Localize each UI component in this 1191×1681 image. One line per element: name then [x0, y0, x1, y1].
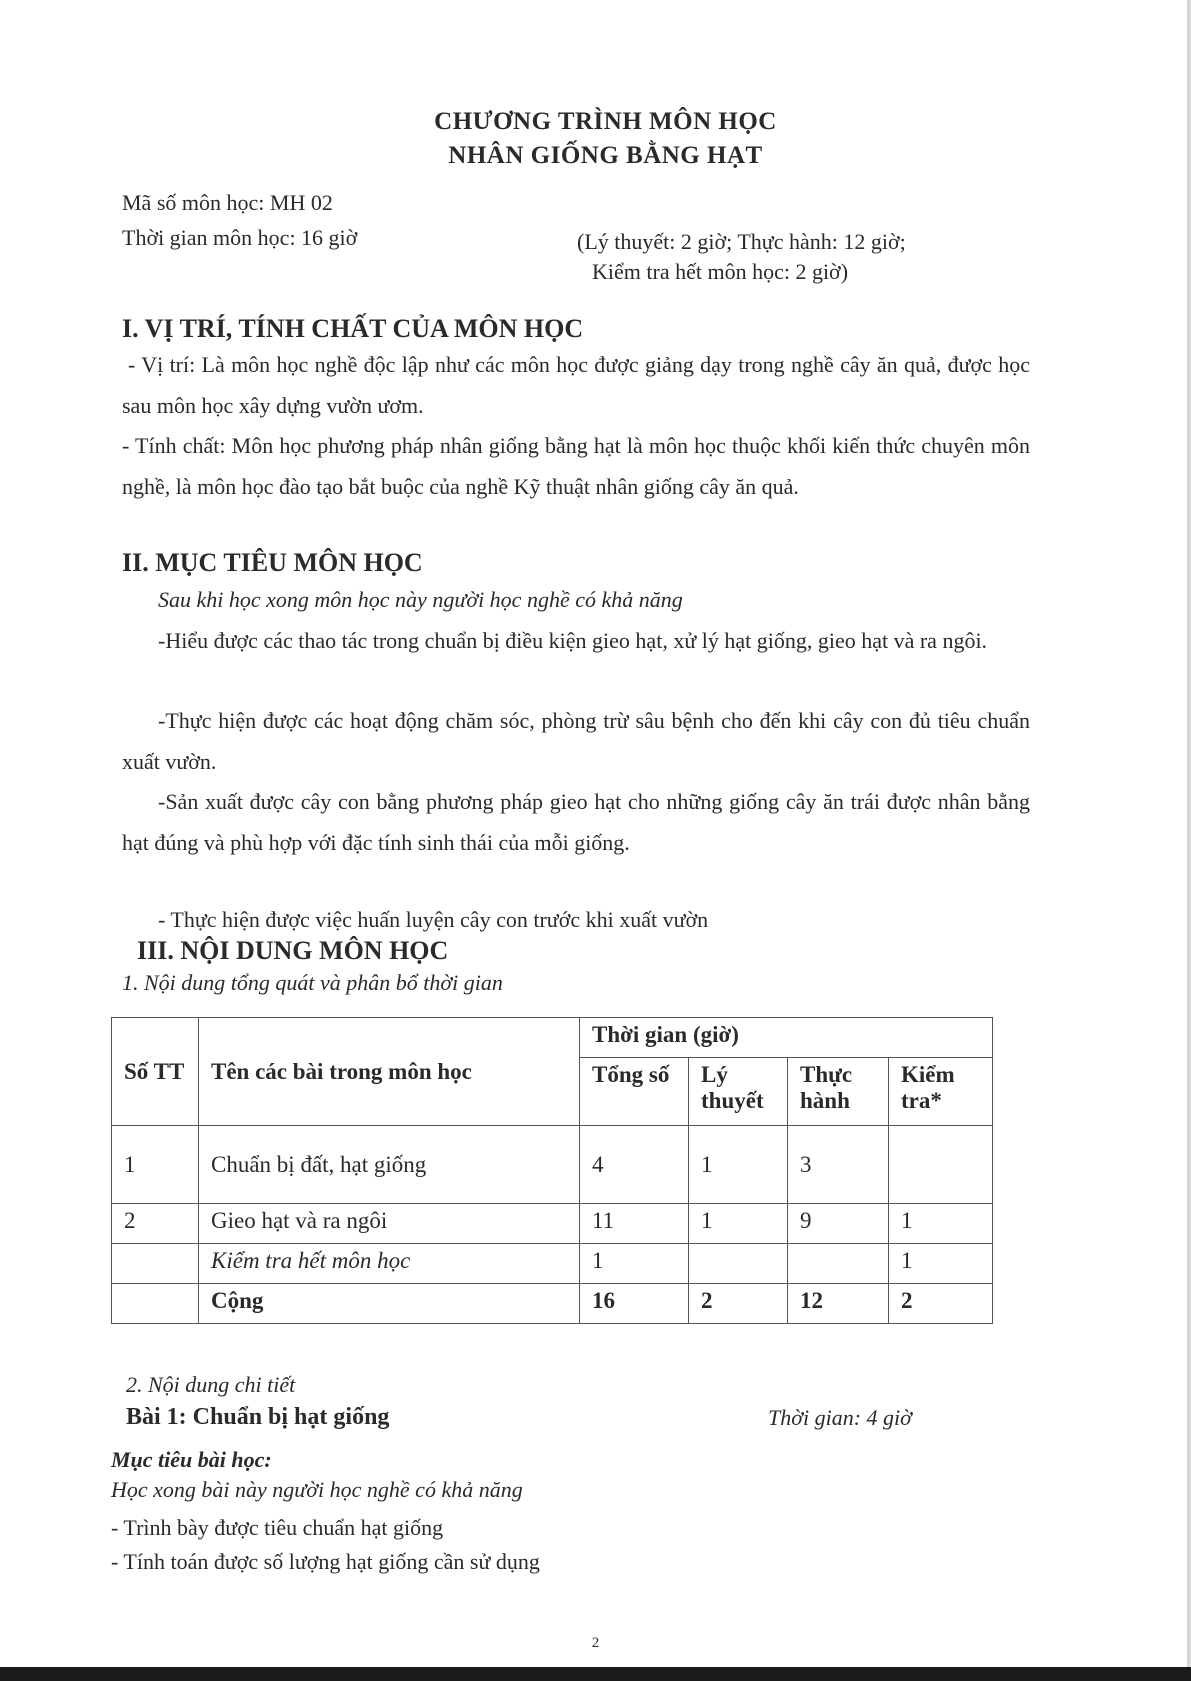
section-1-position: - Vị trí: Là môn học nghề độc lập như các môn học được giảng dạy trong nghề cây ăn quả, được học sau môn học xây dựng vườn ươm. — [122, 352, 1030, 418]
cell-total: 16 — [580, 1284, 689, 1324]
cell-practice: 12 — [788, 1284, 889, 1324]
table-row-total — [112, 1284, 993, 1324]
cell-test — [889, 1126, 993, 1204]
cell-theory: 1 — [689, 1126, 788, 1204]
section-1-heading: I. VỊ TRÍ, TÍNH CHẤT CỦA MÔN HỌC — [122, 314, 584, 343]
cell-no: 2 — [112, 1204, 199, 1244]
scan-edge — [1187, 0, 1191, 1681]
cell-theory: 1 — [689, 1204, 788, 1244]
cell-total: 4 — [580, 1126, 689, 1204]
cell-no — [112, 1284, 199, 1324]
cell-name: Cộng — [199, 1284, 580, 1324]
cell-practice: 3 — [788, 1126, 889, 1204]
section-2-heading: II. MỤC TIÊU MÔN HỌC — [122, 548, 423, 577]
cell-theory — [689, 1244, 788, 1284]
cell-total: 11 — [580, 1204, 689, 1244]
section-2-intro: Sau khi học xong môn học này người học nghề có khả năng — [158, 587, 683, 612]
header-theory: Lý thuyết — [689, 1058, 788, 1126]
cell-practice — [788, 1244, 889, 1284]
cell-test: 2 — [889, 1284, 993, 1324]
goal-1: -Hiểu được các thao tác trong chuẩn bị điều kiện gieo hạt, xử lý hạt giống, gieo hạt và ra ngôi. — [158, 628, 988, 653]
header-total: Tổng số — [580, 1058, 689, 1126]
subject-duration: Thời gian môn học: 16 giờ — [122, 225, 358, 250]
objective-2: - Tính toán được số lượng hạt giống cần sử dụng — [111, 1549, 540, 1574]
section-1-nature: - Tính chất: Môn học phương pháp nhân giống bằng hạt là môn học thuộc khối kiến thức chuyên môn nghề, là môn học đào tạo bắt buộc của nghề Kỹ thuật nhân giống cây ăn quả. — [122, 433, 1030, 499]
cell-no: 1 — [112, 1126, 199, 1204]
section-3-heading: III. NỘI DUNG MÔN HỌC — [137, 936, 449, 965]
lesson-title: Bài 1: Chuẩn bị hạt giống — [126, 1404, 390, 1430]
section-3-sub-2: 2. Nội dung chi tiết — [126, 1372, 296, 1397]
section-3-sub-1: 1. Nội dung tổng quát và phân bổ thời gian — [122, 970, 503, 995]
time-allocation-table — [111, 1017, 993, 1324]
objectives-heading: Mục tiêu bài học: — [111, 1447, 272, 1472]
title-line-2: NHÂN GIỐNG BẰNG HẠT — [448, 142, 763, 169]
subject-code: Mã số môn học: MH 02 — [122, 190, 333, 215]
goal-4: - Thực hiện được việc huấn luyện cây con trước khi xuất vườn — [158, 907, 709, 932]
title-line-1: CHƯƠNG TRÌNH MÔN HỌC — [434, 108, 777, 135]
table-row — [112, 1204, 993, 1244]
scan-bottom-edge — [0, 1667, 1191, 1681]
duration-breakdown-2: Kiểm tra hết môn học: 2 giờ) — [592, 259, 849, 284]
header-no: Số TT — [112, 1018, 199, 1126]
table-row — [112, 1126, 993, 1204]
cell-practice: 9 — [788, 1204, 889, 1244]
cell-name: Gieo hạt và ra ngôi — [199, 1204, 580, 1244]
objective-1: - Trình bày được tiêu chuẩn hạt giống — [111, 1515, 444, 1540]
objectives-intro: Học xong bài này người học nghề có khả năng — [111, 1477, 523, 1502]
cell-test: 1 — [889, 1244, 993, 1284]
cell-total: 1 — [580, 1244, 689, 1284]
cell-name: Chuẩn bị đất, hạt giống — [199, 1126, 580, 1204]
cell-name: Kiểm tra hết môn học — [199, 1244, 580, 1284]
page-number: 2 — [591, 1635, 600, 1651]
cell-theory: 2 — [689, 1284, 788, 1324]
goal-2: -Thực hiện được các hoạt động chăm sóc, phòng trừ sâu bệnh cho đến khi cây con đủ tiêu chuẩn xuất vườn. — [122, 708, 1030, 774]
header-time: Thời gian (giờ) — [580, 1018, 993, 1058]
goal-3: -Sản xuất được cây con bằng phương pháp gieo hạt cho những giống cây ăn trái được nhân bằng hạt đúng và phù hợp với đặc tính sinh thái của mỗi giống. — [122, 789, 1030, 855]
table-row — [112, 1244, 993, 1284]
duration-breakdown-1: (Lý thuyết: 2 giờ; Thực hành: 12 giờ; — [577, 229, 906, 254]
header-name: Tên các bài trong môn học — [199, 1018, 580, 1126]
cell-no — [112, 1244, 199, 1284]
lesson-time: Thời gian: 4 giờ — [768, 1405, 912, 1430]
header-practice: Thực hành — [788, 1058, 889, 1126]
header-test: Kiểm tra* — [889, 1058, 993, 1126]
cell-test: 1 — [889, 1204, 993, 1244]
